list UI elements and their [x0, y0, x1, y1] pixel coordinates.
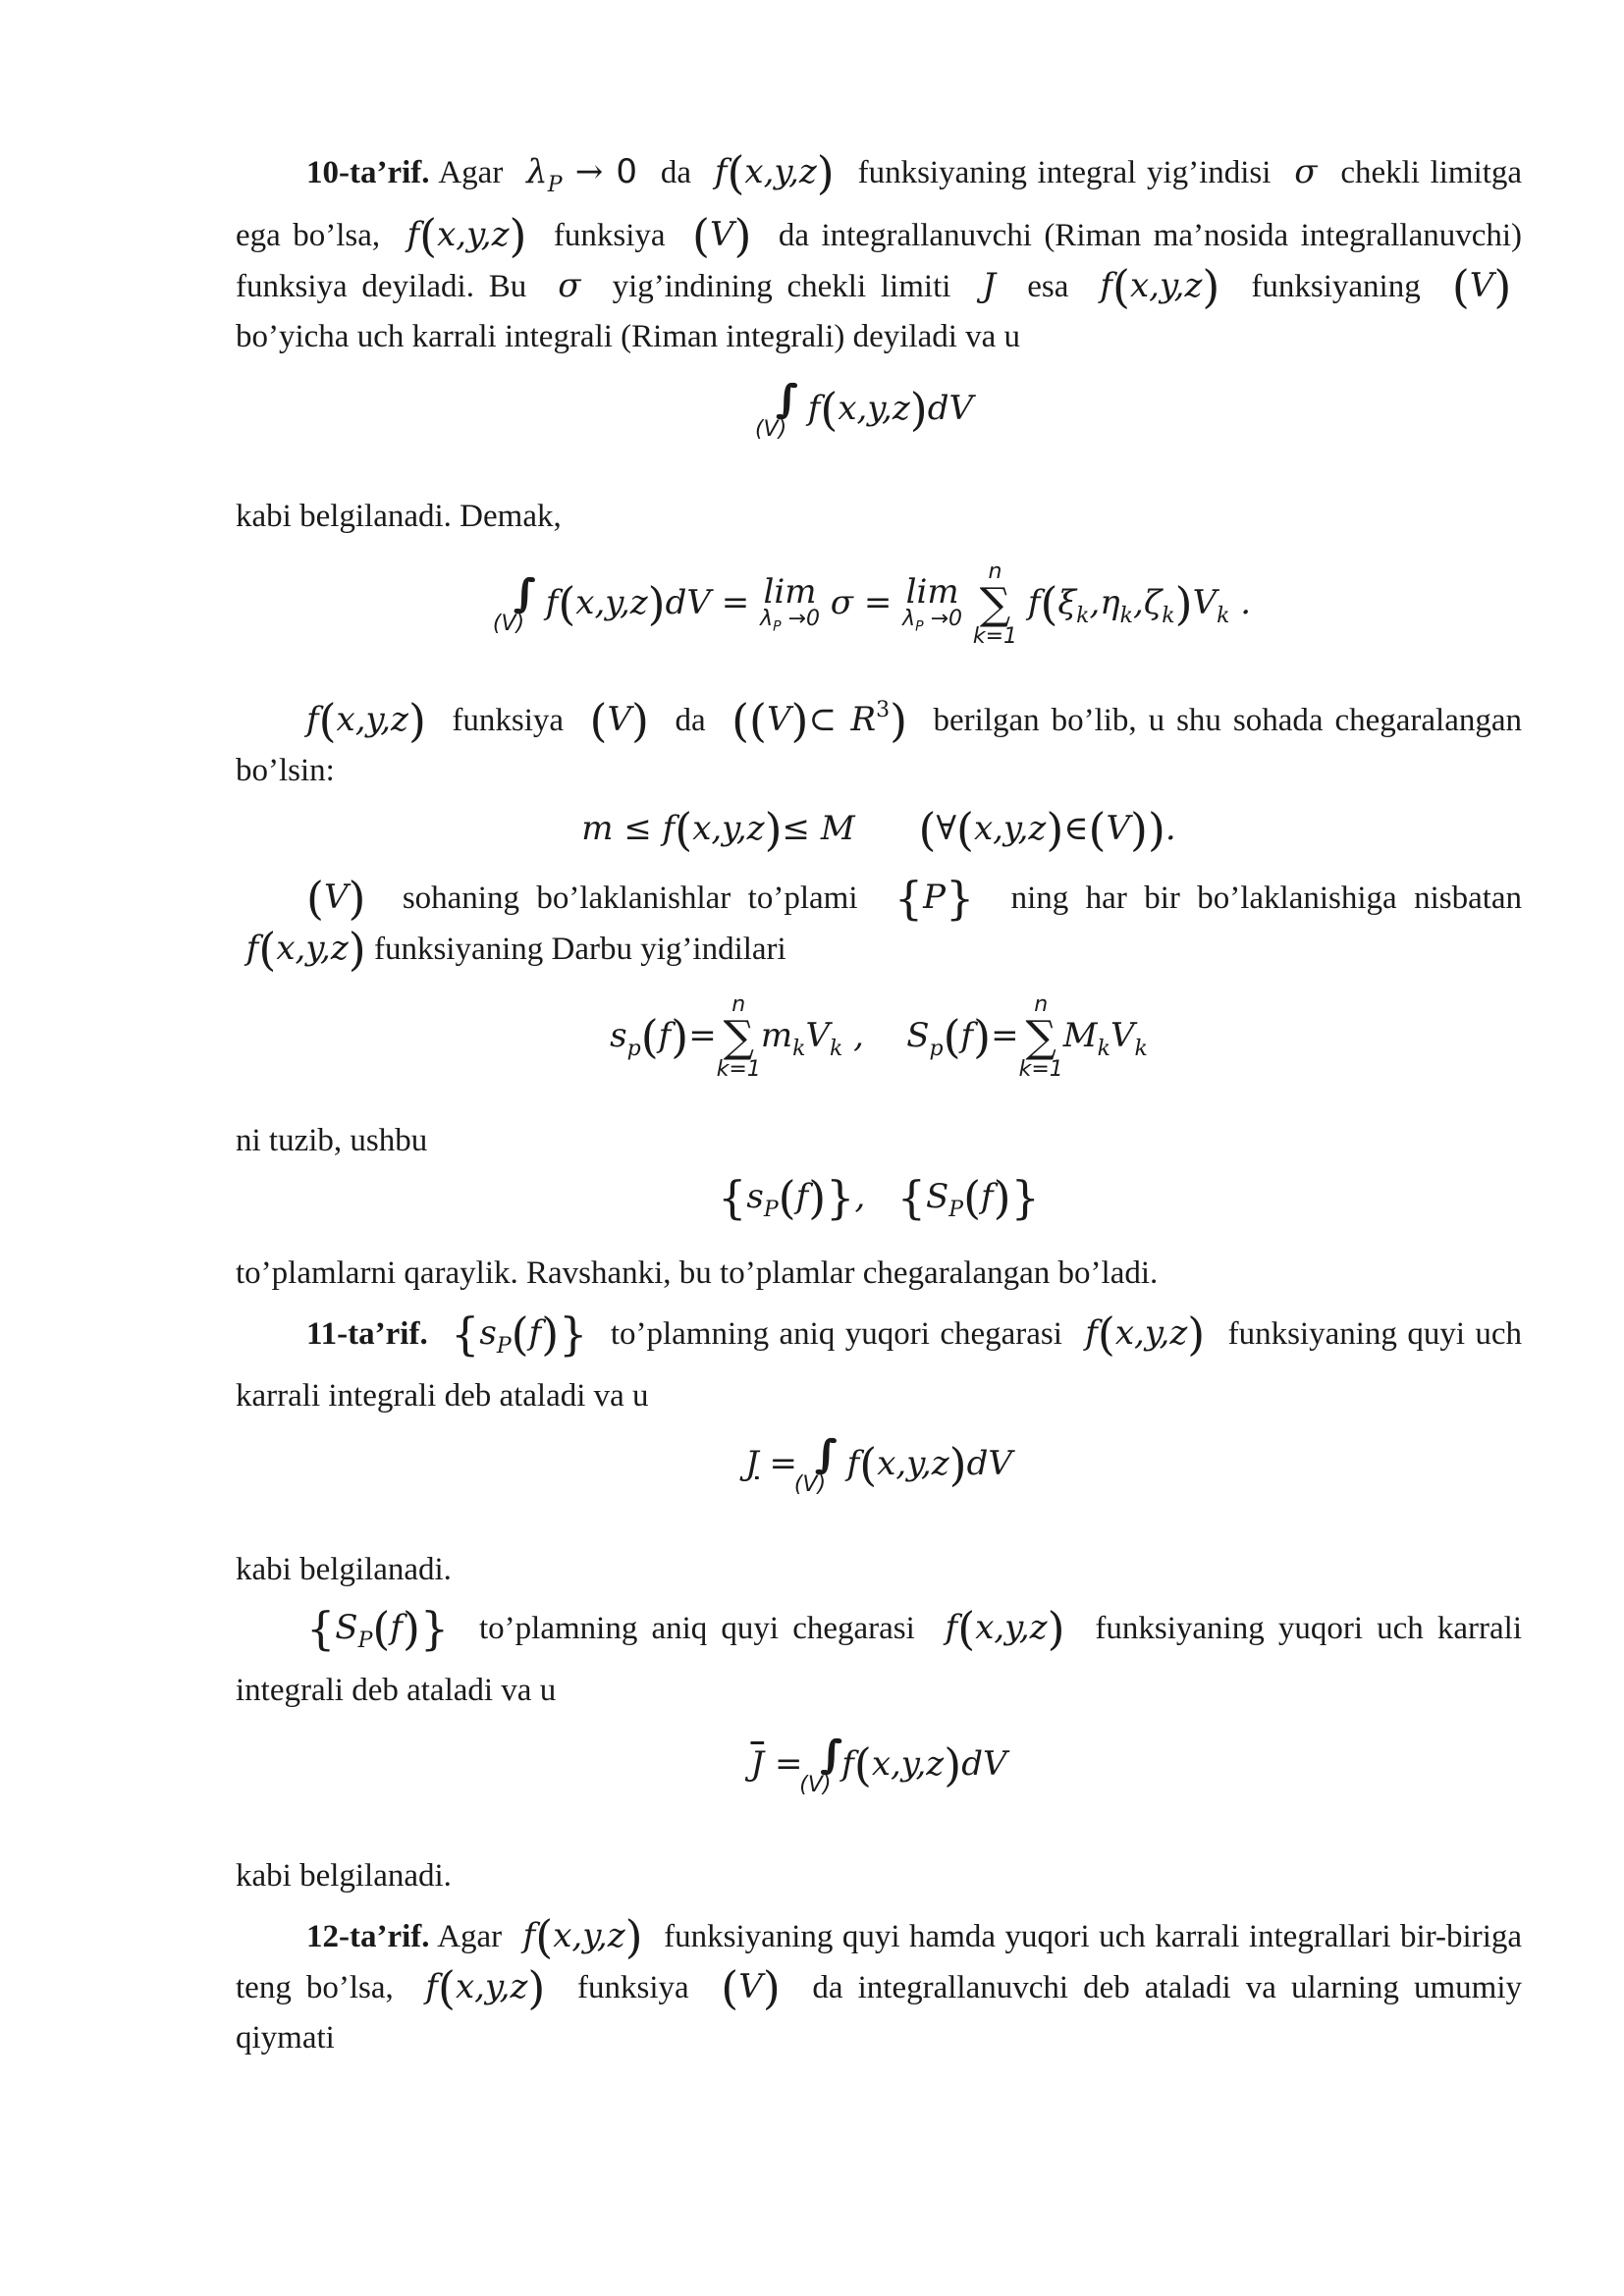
math-set-P: {P}	[893, 872, 975, 925]
math-V: (V)	[306, 872, 366, 925]
text: funksiyaning	[1251, 269, 1421, 304]
formula-bounds: m ≤ f(x,y,z)≤ M (∀(x,y,z)∈(V)).	[581, 803, 1176, 856]
formula-riemann-limit: (V) f(x,y,z)dV = lim $\lambda_P \to 0$ σ = lim $\lambda_P \to 0$ n ∑ k=1 $f(\xi_k,\eta_k,\zeta_k)V_k$ .	[492, 560, 1252, 649]
math-f-xyz: f(x,y,z)	[928, 1602, 1065, 1655]
text: chekli limitga ega bo’lsa,	[236, 155, 1523, 253]
math-J: J	[965, 266, 1013, 305]
math-V: (V)	[1451, 260, 1512, 313]
paragraph-bounded	[236, 685, 1522, 796]
paragraph-darboux	[236, 873, 1522, 975]
math-f-xyz: f(x,y,z)	[407, 1961, 546, 2014]
text: da	[675, 703, 706, 738]
text-line: kabi belgilanadi.	[236, 1858, 452, 1894]
definition-10-paragraph	[236, 147, 1522, 362]
math-V: (V)	[589, 694, 649, 747]
math-set-sP: $\{s_P(f)\}$	[451, 1308, 588, 1361]
text: funksiya	[452, 703, 565, 738]
math-sigma: σ	[540, 266, 598, 305]
formula-lower-integral: J = (V) f(x,y,z)dV	[745, 1438, 1012, 1497]
formula-sets: $\{s_P(f)\}$, $\{S_P(f)\}$	[718, 1171, 1040, 1224]
math-f-xyz: f(x,y,z)	[1083, 260, 1220, 313]
text: esa	[1027, 269, 1069, 304]
definition-11-label: 11-ta’rif.	[306, 1316, 428, 1352]
text: sohaning bo’laklanishlar to’plami	[402, 881, 858, 916]
text: funksiyaning quyi uch karrali integrali deb ataladi va u	[236, 1316, 1523, 1414]
text: funksiyaning quyi hamda yuqori uch karrali integrallari bir-biriga teng bo’lsa,	[236, 1919, 1523, 2005]
paragraph-upper-integral	[236, 1603, 1522, 1716]
text: ning har bir bo’laklanishiga nisbatan	[1010, 881, 1523, 916]
text: da integrallanuvchi (Riman ma’nosida integrallanuvchi) funksiya deyiladi. Bu	[236, 218, 1523, 304]
math-f-xyz: f(x,y,z)	[511, 1910, 643, 1963]
text: funksiyaning Darbu yig’indilari	[373, 932, 786, 967]
text: funksiya	[576, 1970, 689, 2005]
math-sigma: σ	[1281, 152, 1330, 191]
text: funksiyaning integral yig’indisi	[857, 155, 1272, 190]
text: da integrallanuvchi deb ataladi va ularning umumiy qiymati	[236, 1970, 1522, 2056]
text: to’plamning aniq quyi chegarasi	[479, 1611, 915, 1646]
formula-triple-integral: (V) f(x,y,z)dV	[754, 383, 974, 442]
definition-12-label: 12-ta’rif.	[306, 1919, 430, 1954]
document-page	[236, 147, 1522, 2063]
text: funksiya	[553, 218, 666, 253]
text: Agar	[438, 155, 504, 190]
math-f-xyz: f(x,y,z)	[701, 146, 835, 199]
text-line: ni tuzib, ushbu	[236, 1123, 428, 1158]
formula-darboux-sums: $s_p(f)=$ n ∑ k=1 $m_kV_k$ , $S_p(f)=$ n ∑ k=1 $M_kV_k$	[610, 992, 1148, 1082]
math-V: (V)	[691, 209, 752, 262]
definition-11-paragraph	[236, 1308, 1522, 1421]
math-f-xyz: f(x,y,z)	[392, 209, 527, 262]
formula-upper-integral: $\overline{J}$ = (V) f(x,y,z)dV	[750, 1738, 1007, 1797]
math-V-subset-R3: ((V)⊂ $R^3$)	[731, 694, 908, 747]
math-lambda-to-zero: $\lambda_P \to 0$	[513, 152, 638, 197]
text-line: kabi belgilanadi. Demak,	[236, 499, 562, 534]
math-f-xyz: f(x,y,z)	[306, 694, 426, 747]
text-line: kabi belgilanadi.	[236, 1552, 452, 1587]
text: Agar	[437, 1919, 503, 1954]
text: to’plamning aniq yuqori chegarasi	[610, 1316, 1062, 1352]
text: da	[660, 155, 692, 190]
math-set-SP: $\{S_P(f)\}$	[306, 1602, 450, 1655]
text: berilgan bo’lib, u shu sohada chegaralangan bo’lsin:	[236, 703, 1522, 788]
math-V: (V)	[721, 1961, 781, 2014]
text: funksiyaning yuqori uch karrali integrali deb ataladi va u	[236, 1611, 1523, 1708]
text-line: to’plamlarni qaraylik. Ravshanki, bu to’plamlar chegaralangan bo’ladi.	[236, 1255, 1159, 1291]
text: bo’yicha uch karrali integrali (Riman integrali) deyiladi va u	[236, 319, 1021, 354]
math-f-xyz: f(x,y,z)	[1072, 1308, 1206, 1361]
definition-12-paragraph	[236, 1911, 1522, 2063]
text: yig’indining chekli limiti	[612, 269, 951, 304]
math-f-xyz: f(x,y,z)	[236, 923, 366, 976]
definition-10-label: 10-ta’rif.	[306, 155, 430, 190]
